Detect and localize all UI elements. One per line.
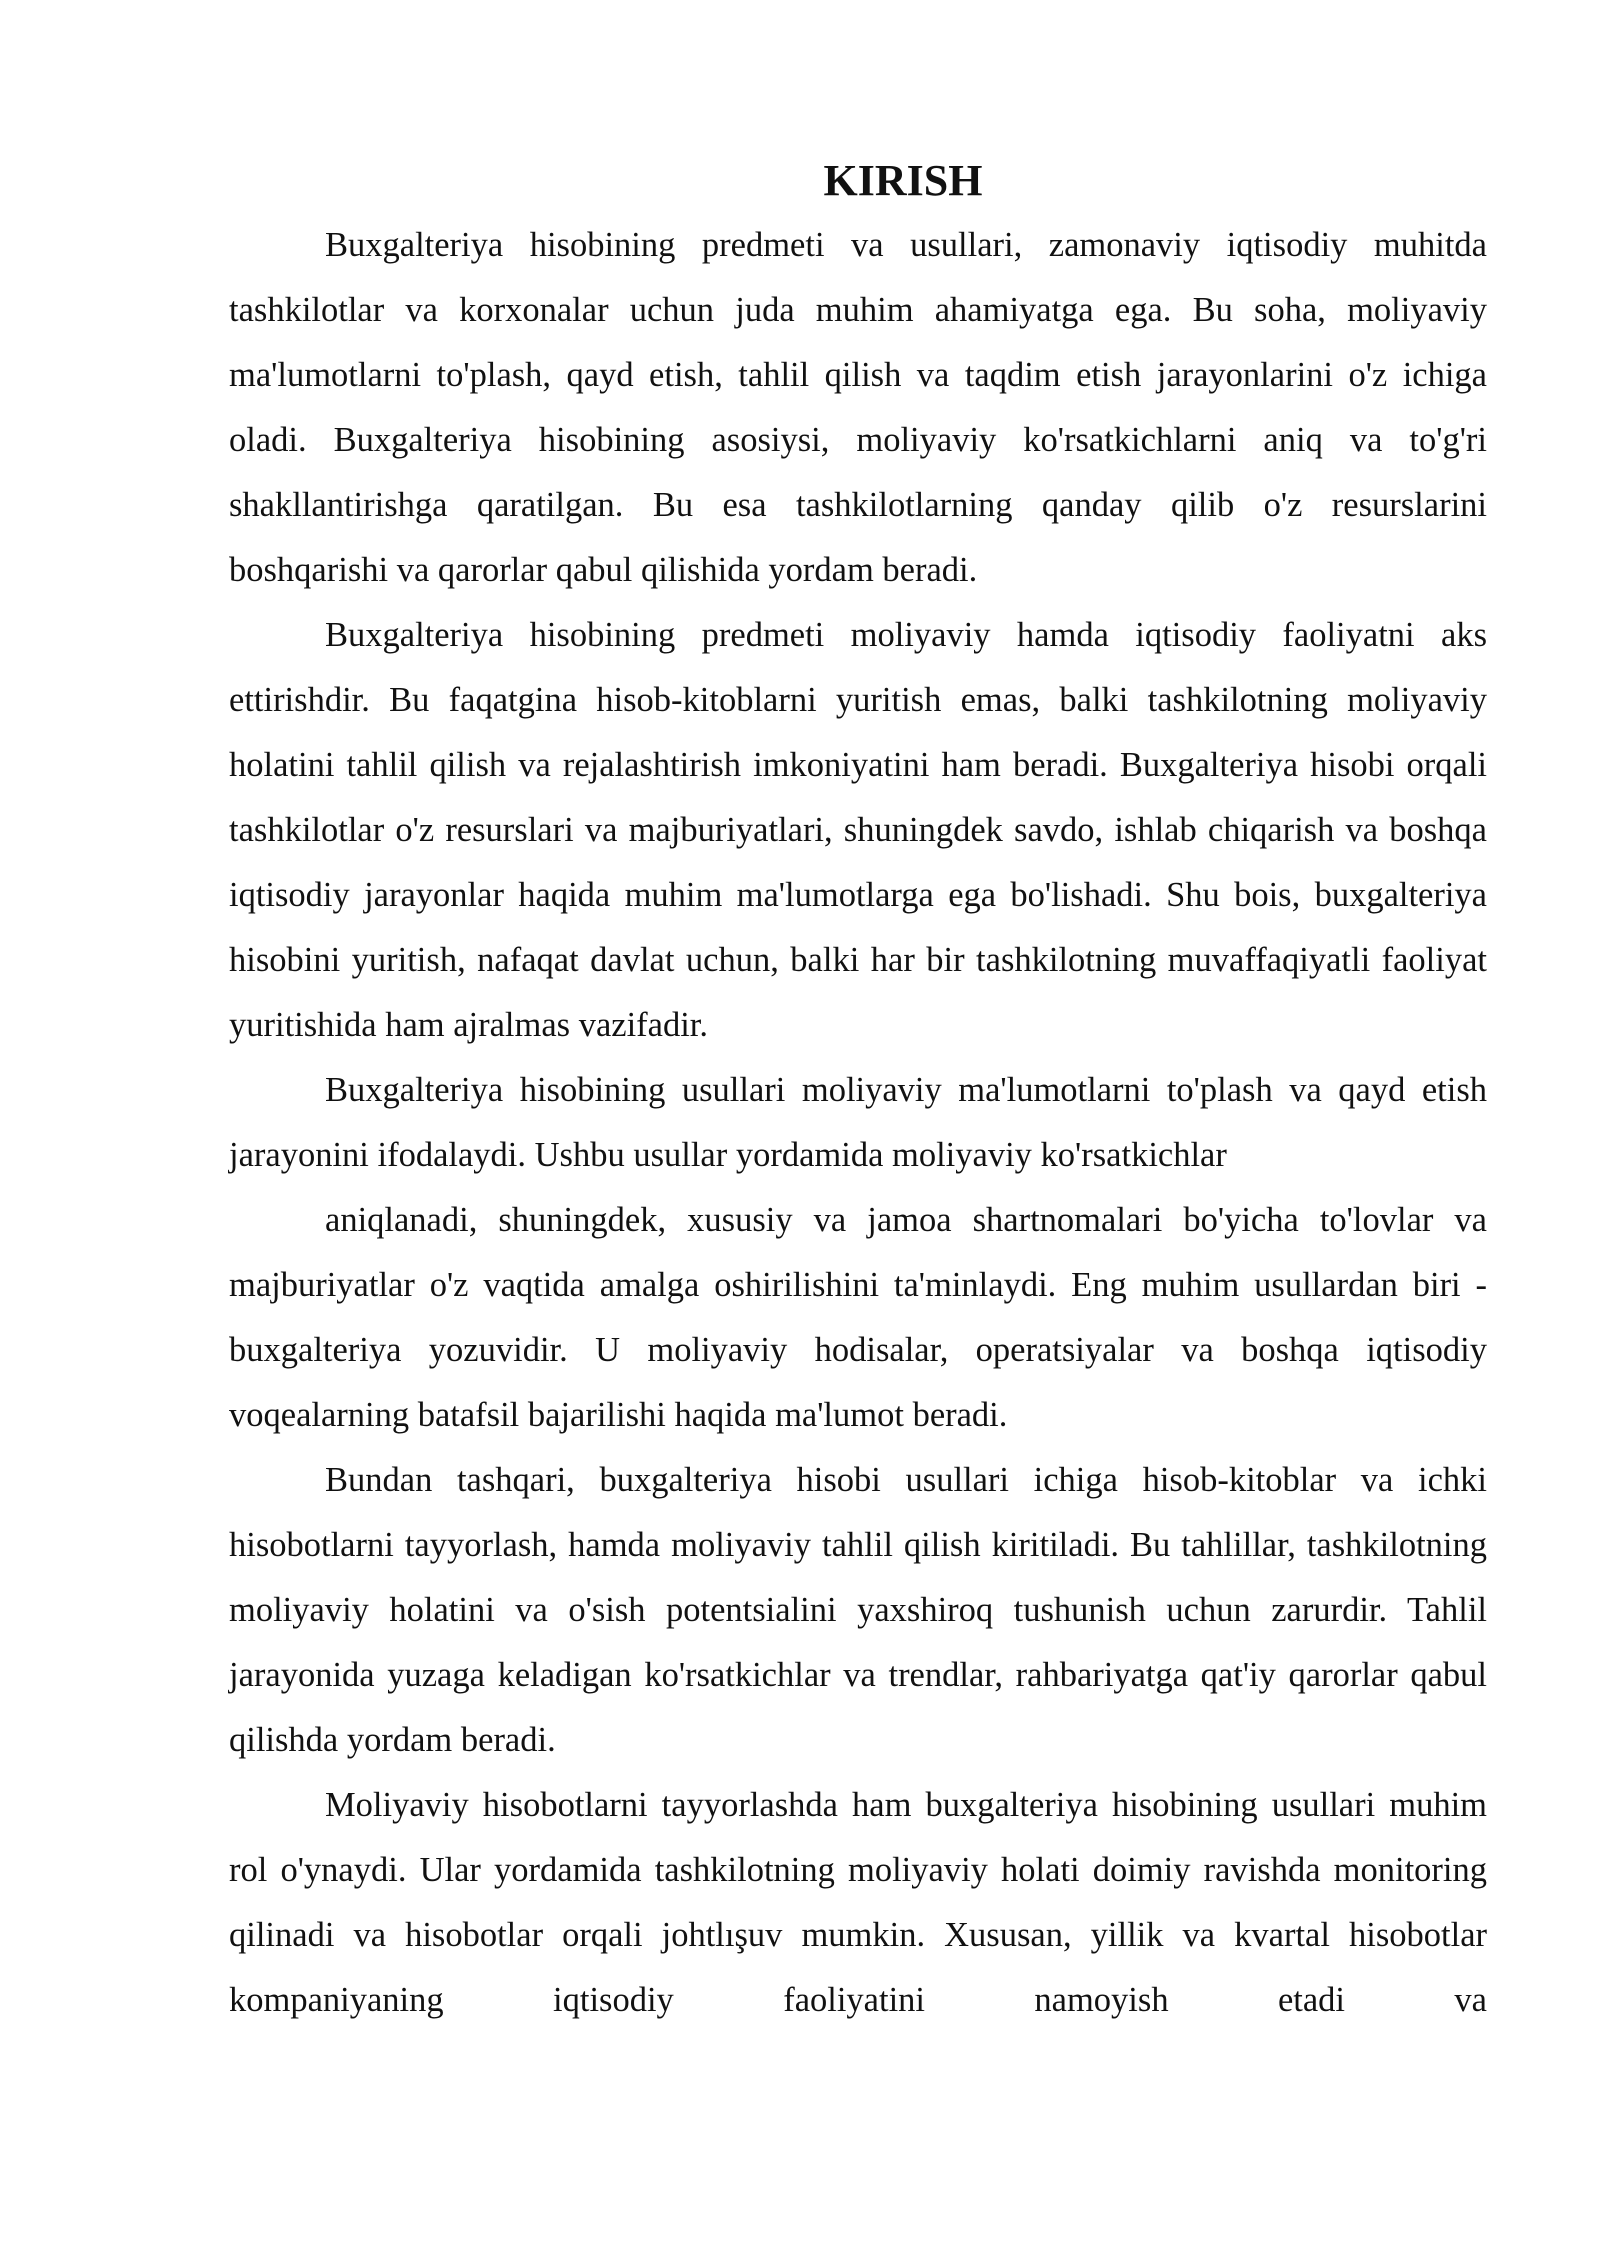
paragraph-6: Moliyaviy hisobotlarni tayyorlashda ham buxgalteriya hisobining usullari muhim rol o'ynaydi. Ular yordamida tashkilotning moliyaviy holati doimiy ravishda monitoring qilinadi va hisobotlar orqali johtlışuv mumkin. Xususan, yillik va kvartal hisobotlar kompaniyaning iqtisodiy faoliyatini namoyish etadi va xyxy=(229,1786,1487,2019)
paragraph-4: aniqlanadi, shuningdek, xususiy va jamoa shartnomalari bo'yicha to'lovlar va majburiyatlar o'z vaqtida amalga oshirilishini ta'minlaydi. Eng muhim usullardan biri - buxgalteriya yozuvidir. U moliyaviy hodisalar, operatsiyalar va boshqa iqtisodiy voqealarning batafsil bajarilishi haqida ma'lumot beradi. xyxy=(229,1201,1487,1434)
paragraph-5: Bundan tashqari, buxgalteriya hisobi usullari ichiga hisob-kitoblar va ichki hisobotlarni tayyorlash, hamda moliyaviy tahlil qilish kiritiladi. Bu tahlillar, tashkilotning moliyaviy holatini va o'sish potentsialini yaxshiroq tushunish uchun zarurdir. Tahlil jarayonida yuzaga keladigan ko'rsatkichlar va trendlar, rahbariyatga qat'iy qarorlar qabul qilishda yordam beradi. xyxy=(229,1461,1487,1759)
paragraph-2: Buxgalteriya hisobining predmeti moliyaviy hamda iqtisodiy faoliyatni aks ettirishdir. Bu faqatgina hisob-kitoblarni yuritish emas, balki tashkilotning moliyaviy holatini tahlil qilish va rejalashtirish imkoniyatini ham beradi. Buxgalteriya hisobi orqali tashkilotlar o'z resurslari va majburiyatlari, shuningdek savdo, ishlab chiqarish va boshqa iqtisodiy jarayonlar haqida muhim ma'lumotlarga ega bo'lishadi. Shu bois, buxgalteriya hisobini yuritish, nafaqat davlat uchun, balki har bir tashkilotning muvaffaqiyatli faoliyat yuritishida ham ajralmas vazifadir. xyxy=(229,616,1487,1044)
paragraph-3: Buxgalteriya hisobining usullari moliyaviy ma'lumotlarni to'plash va qayd etish jarayonini ifodalaydi. Ushbu usullar yordamida moliyaviy ko'rsatkichlar xyxy=(229,1071,1487,1174)
document-body xyxy=(229,148,1487,2033)
paragraph-1: Buxgalteriya hisobining predmeti va usullari, zamonaviy iqtisodiy muhitda tashkilotlar va korxonalar uchun juda muhim ahamiyatga ega. Bu soha, moliyaviy ma'lumotlarni to'plash, qayd etish, tahlil qilish va taqdim etish jarayonlarini o'z ichiga oladi. Buxgalteriya hisobining asosiysi, moliyaviy ko'rsatkichlarni aniq va to'g'ri shakllantirishga qaratilgan. Bu esa tashkilotlarning qanday qilib o'z resurslarini boshqarishi va qarorlar qabul qilishida yordam beradi. xyxy=(229,226,1487,589)
page-title: KIRISH xyxy=(823,156,983,205)
